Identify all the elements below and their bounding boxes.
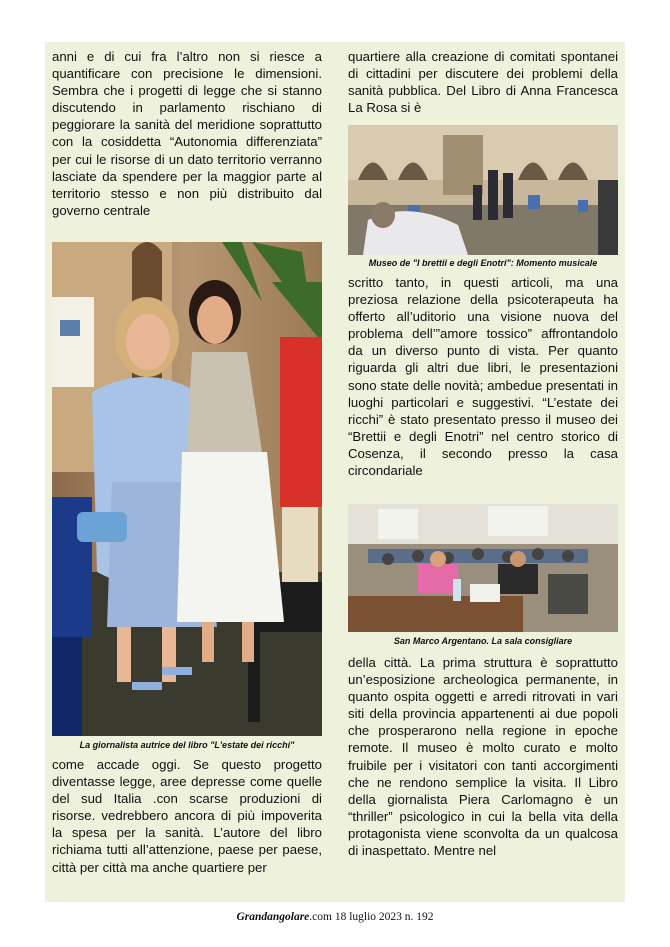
left-column-top-text <box>52 48 322 219</box>
photo-museum-concert <box>348 125 618 255</box>
photo-caption: La giornalista autrice del libro "L'estate dei ricchi" <box>79 740 295 750</box>
photo-journalist-author <box>52 242 322 736</box>
left-column-bottom-text <box>52 756 322 876</box>
paragraph: anni e di cui fra l’altro non si riesce a quantificare con precisione le dimensioni. Sembra che i progetti di legge che si stanno discutendo in parlamento rischiano di peggiorare la sanità del meridione soprattutto con la cosiddetta “Autonomia differenziata” per cui le risorse di un dato territorio verranno lasciate da spendere per la maggior parte al territorio stesso e non più distribuito dal governo centrale <box>52 49 322 218</box>
footer-brand: Grandangolare <box>236 911 310 923</box>
paragraph: quartiere alla creazione di comitati spontanei di cittadini per discutere dei problemi della sanità pubblica. Del Libro di Anna Francesca La Rosa si è <box>348 49 618 116</box>
paragraph: scritto tanto, in questi articoli, ma una preziosa relazione della psicoterapeuta ha offerto all’uditorio una visione nuova del problema dell’”amore tossico” affrontandolo da un diverso punto di vista. Per quanto riguarda gli altri due libri, le presentazioni sono state delle novità; ambedue presentati in luoghi particolari e suggestivi. “L’estate dei ricchi” è stato presentato presso il museo dei “Brettii e degli Enotri” nel centro storico di Cosenza, il secondo presso la casa circondariale <box>348 275 618 479</box>
right-column-top-text <box>348 48 618 116</box>
paragraph: come accade oggi. Se questo progetto diventasse legge, aree depresse come quelle del sud Italia .con scarse produzioni di risorse. vedrebbero ancora di più impoverita la spesa per la sanità. L’autore del libro richiama tutti all’attenzione, paese per paese, città per città ma anche quartiere per <box>52 757 322 875</box>
photo-caption: San Marco Argentano. La sala consigliare <box>393 636 573 646</box>
right-column-bottom-text <box>348 654 618 859</box>
page-footer <box>0 911 670 923</box>
footer-date-issue: .com 18 luglio 2023 n. 192 <box>309 911 434 923</box>
right-column-middle-text <box>348 274 618 479</box>
photo-caption: Museo de "I brettii e degli Enotri": Momento musicale <box>368 258 598 268</box>
paragraph: della città. La prima struttura è soprattutto un’esposizione archeologica permanente, in quanto ospita oggetti e arredi ritrovati in vari siti della provincia appartenenti ai due popoli che prosperarono nella regione in epoche remote. Il museo è molto curato e molto fruibile per i visitatori con tanti accorgimenti che ne rendono semplice la visita. Il Libro della giornalista Piera Carlomagno è un “thriller” psicologico in cui la bella vita della protagonista viene sconvolta da un qualcosa di inaspettato. Mentre nel <box>348 655 618 859</box>
photo-council-hall <box>348 504 618 632</box>
